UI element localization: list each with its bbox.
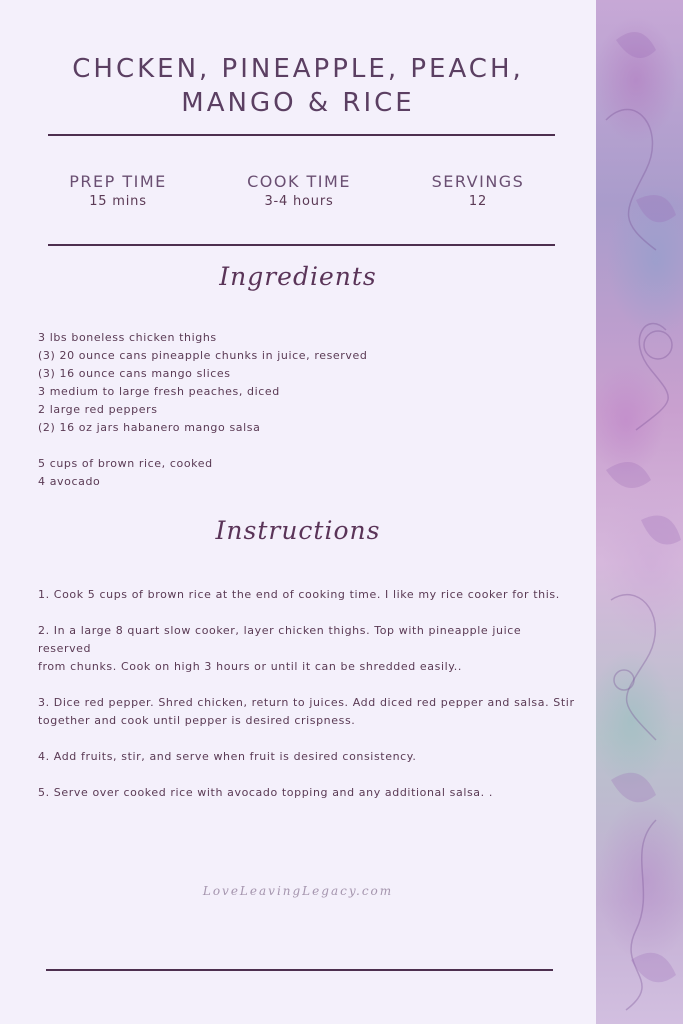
ingredient-line: (2) 16 oz jars habanero mango salsa (38, 421, 261, 434)
instruction-line: 5. Serve over cooked rice with avocado topping and any additional salsa. . (38, 786, 493, 799)
ingredients-list (38, 329, 578, 491)
floral-pattern-icon (596, 0, 683, 1024)
instruction-line: from chunks. Cook on high 3 hours or until it can be shredded easily.. (38, 660, 462, 673)
divider-middle (48, 244, 555, 246)
instructions-heading: Instructions (215, 516, 381, 545)
ingredient-line: 4 avocado (38, 475, 101, 488)
instruction-line (38, 676, 578, 694)
ingredient-line (38, 437, 578, 455)
instruction-line: 2. In a large 8 quart slow cooker, layer chicken thighs. Top with pineapple juice reserved (38, 624, 522, 655)
instruction-line: 1. Cook 5 cups of brown rice at the end of cooking time. I like my rice cooker for this. (38, 588, 560, 601)
ingredients-heading: Ingredients (219, 262, 377, 291)
divider-bottom (46, 969, 553, 971)
instruction-line (38, 766, 578, 784)
servings (398, 172, 558, 210)
divider-top (48, 134, 555, 136)
servings-label: SERVINGS (431, 172, 525, 191)
floral-watercolor-border (596, 0, 683, 1024)
recipe-title: CHCKEN, PINEAPPLE, PEACH, MANGO & RICE (72, 54, 524, 118)
website-watermark: LoveLeavingLegacy.com (202, 884, 394, 898)
prep-time-label: PREP TIME (69, 172, 167, 191)
cook-time-value: 3-4 hours (264, 194, 334, 209)
ingredient-line: 5 cups of brown rice, cooked (38, 457, 213, 470)
instruction-line: 3. Dice red pepper. Shred chicken, return to juices. Add diced red pepper and salsa. Stir (38, 696, 575, 709)
instruction-line: 4. Add fruits, stir, and serve when fruit is desired consistency. (38, 750, 417, 763)
cook-time-label: COOK TIME (247, 172, 351, 191)
instruction-line: together and cook until pepper is desired crispness. (38, 714, 356, 727)
ingredient-line: 3 medium to large fresh peaches, diced (38, 385, 280, 398)
cook-time (219, 172, 379, 210)
ingredient-line: (3) 16 ounce cans mango slices (38, 367, 231, 380)
ingredient-line: 2 large red peppers (38, 403, 158, 416)
servings-value: 12 (468, 194, 488, 209)
prep-time (38, 172, 198, 210)
instructions-list (38, 586, 578, 802)
ingredient-line: (3) 20 ounce cans pineapple chunks in juice, reserved (38, 349, 368, 362)
instruction-line (38, 730, 578, 748)
ingredient-line: 3 lbs boneless chicken thighs (38, 331, 217, 344)
instruction-line (38, 604, 578, 622)
prep-time-value: 15 mins (89, 194, 147, 209)
